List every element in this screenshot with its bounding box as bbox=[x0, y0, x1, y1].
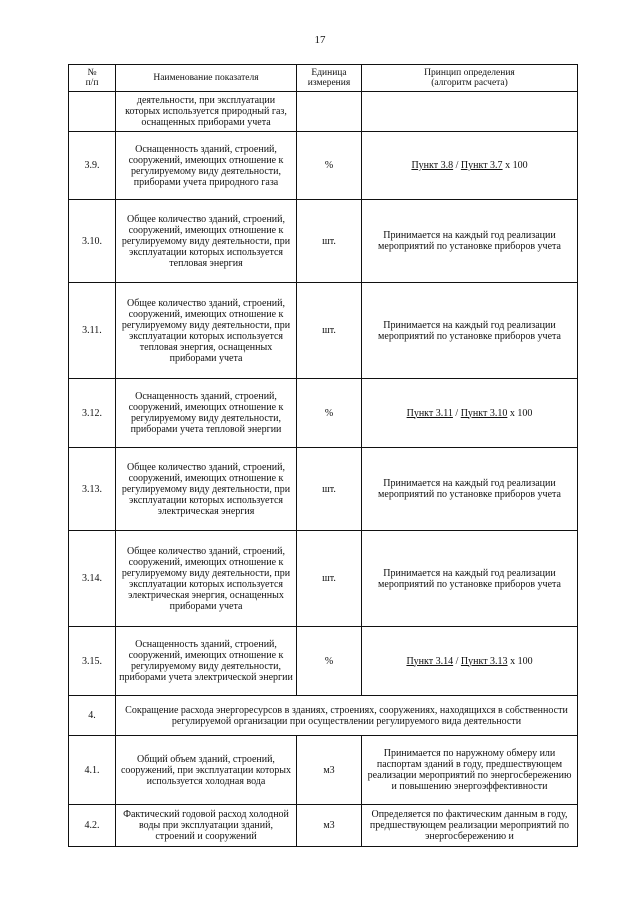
row-rule bbox=[362, 92, 578, 132]
row-rule bbox=[362, 132, 578, 200]
table-row bbox=[69, 132, 578, 200]
header-name: Наименование показателя bbox=[116, 65, 297, 92]
table-row bbox=[69, 805, 578, 847]
rule-sep: / bbox=[452, 407, 461, 419]
rule-tail: х 100 bbox=[507, 655, 533, 667]
row-rule bbox=[362, 627, 578, 696]
rule-sep: / bbox=[453, 655, 461, 667]
row-unit: шт. bbox=[297, 448, 362, 531]
row-rule: Принимается на каждый год реализации мероприятий по установке приборов учета bbox=[362, 283, 578, 379]
row-name: Общий объем зданий, строений, сооружений, при эксплуатации которых используется холодная вода bbox=[116, 736, 297, 805]
row-unit bbox=[297, 92, 362, 132]
row-unit: шт. bbox=[297, 531, 362, 627]
rule-ref: Пункт 3.8 bbox=[411, 160, 454, 171]
row-num: 3.13. bbox=[69, 448, 116, 531]
rule-ref: Пункт 3.13 bbox=[460, 655, 508, 667]
row-name: Общее количество зданий, строений, сооружений, имеющих отношение к регулируемому виду деятельности, при эксплуатации которых используется тепловая энергия, оснащенных приборами учета bbox=[116, 283, 297, 379]
header-rule: Принцип определения (алгоритм расчета) bbox=[362, 65, 578, 92]
row-name: Общее количество зданий, строений, сооружений, имеющих отношение к регулируемому виду деятельности, при эксплуатации которых используется электрическая энергия bbox=[116, 448, 297, 531]
row-num: 3.10. bbox=[69, 200, 116, 283]
table-row bbox=[69, 92, 578, 132]
row-name: Фактический годовой расход холодной воды при эксплуатации зданий, строений и сооружений bbox=[116, 805, 297, 847]
rule-tail: х 100 bbox=[502, 160, 528, 171]
indicators-table bbox=[68, 64, 578, 847]
row-unit: % bbox=[297, 627, 362, 696]
row-num: 3.11. bbox=[69, 283, 116, 379]
row-name: Общее количество зданий, строений, сооружений, имеющих отношение к регулируемому виду деятельности, при эксплуатации которых используется тепловая энергия bbox=[116, 200, 297, 283]
row-name: деятельности, при эксплуатации которых используется природный газ, оснащенных приборами учета bbox=[116, 92, 297, 132]
section-num: 4. bbox=[69, 696, 116, 736]
row-num: 3.12. bbox=[69, 379, 116, 448]
row-rule bbox=[362, 379, 578, 448]
table-row bbox=[69, 283, 578, 379]
row-rule: Принимается на каждый год реализации мероприятий по установке приборов учета bbox=[362, 448, 578, 531]
row-rule: Принимается на каждый год реализации мероприятий по установке приборов учета bbox=[362, 200, 578, 283]
row-num: 4.1. bbox=[69, 736, 116, 805]
row-unit: шт. bbox=[297, 200, 362, 283]
table-row bbox=[69, 448, 578, 531]
row-unit: шт. bbox=[297, 283, 362, 379]
row-num: 3.14. bbox=[69, 531, 116, 627]
row-num: 3.15. bbox=[69, 627, 116, 696]
rule-ref: Пункт 3.11 bbox=[406, 407, 453, 419]
row-name: Оснащенность зданий, строений, сооружений, имеющих отношение к регулируемому виду деятельности, приборами учета тепловой энергии bbox=[116, 379, 297, 448]
row-unit: м3 bbox=[297, 736, 362, 805]
page-number: 17 bbox=[314, 34, 326, 46]
section-row bbox=[69, 696, 578, 736]
row-rule: Определяется по фактическим данным в году, предшествующем реализации мероприятий по энергосбережению и bbox=[362, 805, 578, 847]
row-unit: м3 bbox=[297, 805, 362, 847]
row-num: 3.9. bbox=[69, 132, 116, 200]
row-name: Общее количество зданий, строений, сооружений, имеющих отношение к регулируемому виду деятельности, при эксплуатации которых используется электрическая энергия, оснащенных приборами учета bbox=[116, 531, 297, 627]
rule-sep: / bbox=[453, 160, 461, 171]
table-header-row bbox=[69, 65, 578, 92]
table-row bbox=[69, 200, 578, 283]
table-row bbox=[69, 736, 578, 805]
row-name: Оснащенность зданий, строений, сооружений, имеющих отношение к регулируемому виду деятельности, приборами учета электрической энергии bbox=[116, 627, 297, 696]
row-rule: Принимается по наружному обмеру или паспортам зданий в году, предшествующем реализации мероприятий по энергосбережению и повышению энергоэффективности bbox=[362, 736, 578, 805]
rule-ref: Пункт 3.14 bbox=[406, 655, 454, 667]
table-row bbox=[69, 531, 578, 627]
table-row bbox=[69, 379, 578, 448]
row-unit: % bbox=[297, 379, 362, 448]
rule-tail: х 100 bbox=[507, 407, 533, 419]
table-row bbox=[69, 627, 578, 696]
rule-ref: Пункт 3.10 bbox=[460, 407, 508, 419]
row-rule: Принимается на каждый год реализации мероприятий по установке приборов учета bbox=[362, 531, 578, 627]
row-name: Оснащенность зданий, строений, сооружений, имеющих отношение к регулируемому виду деятельности, приборами учета природного газа bbox=[116, 132, 297, 200]
header-unit: Единица измерения bbox=[297, 65, 362, 92]
rule-ref: Пункт 3.7 bbox=[460, 160, 503, 171]
section-title: Сокращение расхода энергоресурсов в зданиях, строениях, сооружениях, находящихся в собственности регулируемой организации при осуществлении регулируемого вида деятельности bbox=[116, 696, 578, 736]
row-num: 4.2. bbox=[69, 805, 116, 847]
row-num bbox=[69, 92, 116, 132]
row-unit: % bbox=[297, 132, 362, 200]
header-num: № п/п bbox=[69, 65, 116, 92]
